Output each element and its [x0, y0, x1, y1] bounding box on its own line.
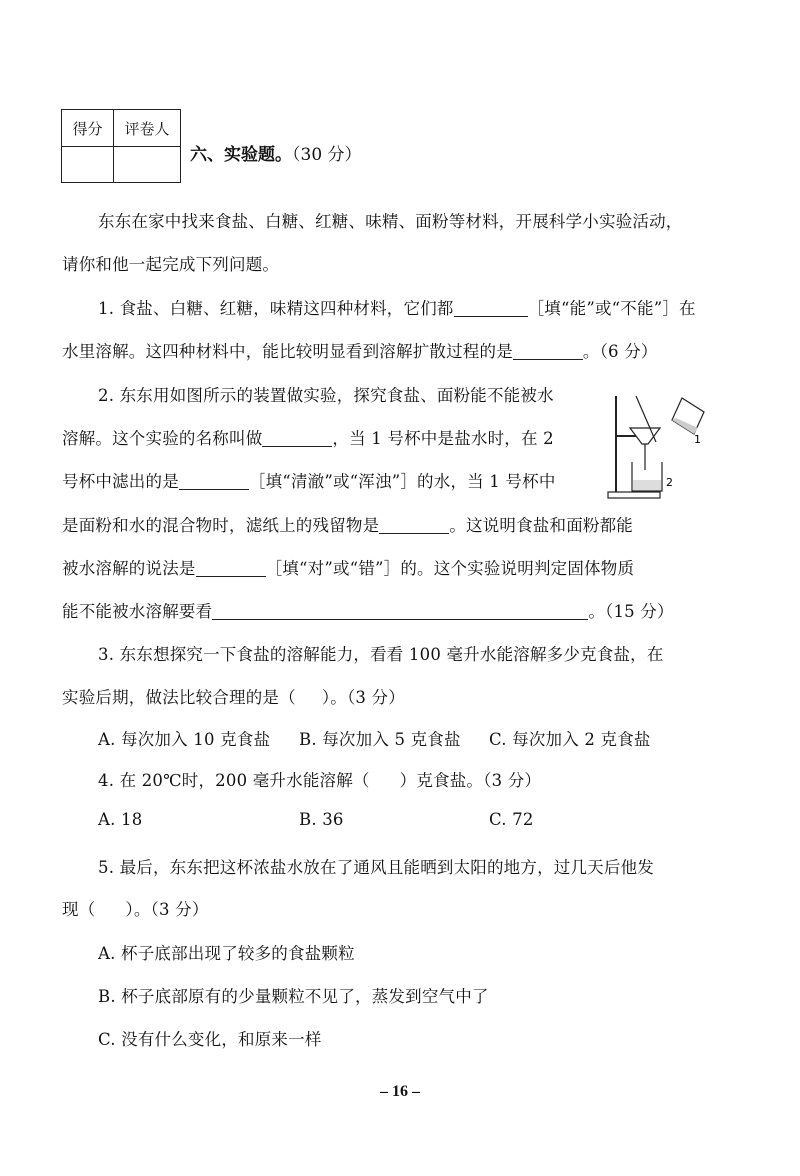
q2-line-1: 2. 东东用如图所示的装置做实验，探究食盐、面粉能不能被水 — [98, 386, 554, 405]
q2-blank-5[interactable] — [212, 603, 588, 621]
q5-option-c: C. 没有什么变化，和原来一样 — [98, 1030, 322, 1049]
q2-line-2: 溶解。这个实验的名称叫做 ，当 1 号杯中是盐水时，在 2 — [62, 429, 554, 448]
score-header: 得分 — [62, 110, 114, 147]
q1-blank-1[interactable] — [454, 300, 528, 318]
q2-line-4: 是面粉和水的混合物时，滤纸上的残留物是 。这说明食盐和面粉都能 — [62, 516, 634, 535]
beaker-2-liquid — [633, 480, 661, 490]
q5-line-1: 5. 最后，东东把这杯浓盐水放在了通风且能晒到太阳的地方，过几天后他发 — [98, 858, 654, 877]
page-number: – 16 – — [380, 1083, 420, 1100]
q4-line-1: 4. 在 20℃时，200 毫升水能溶解（ ）克食盐。（3 分） — [98, 771, 542, 790]
q2-line-5: 被水溶解的说法是 ［填“对”或“错”］的。这个实验说明判定固体物质 — [62, 559, 635, 578]
q1-line-1: 1. 食盐、白糖、红糖，味精这四种材料，它们都 ［填“能”或“不能”］在 — [98, 299, 696, 318]
q2-line-6: 能不能被水溶解要看 。（15 分） — [62, 602, 674, 621]
label-2: 2 — [666, 476, 673, 489]
q5-option-b: B. 杯子底部原有的少量颗粒不见了，蒸发到空气中了 — [98, 987, 489, 1006]
q4-option-c: C. 72 — [489, 810, 534, 829]
q2-blank-1[interactable] — [262, 430, 332, 448]
label-1: 1 — [694, 433, 701, 446]
q1-blank-2[interactable] — [513, 343, 583, 361]
q3-option-b: B. 每次加入 5 克食盐 — [299, 730, 461, 749]
q5-line-2: 现（ ）。（3 分） — [62, 900, 209, 919]
stand-base — [608, 492, 660, 498]
intro-line-2: 请你和他一起完成下列问题。 — [62, 255, 280, 274]
q2-blank-4[interactable] — [196, 560, 266, 578]
grader-cell[interactable] — [114, 147, 180, 182]
grader-header: 评卷人 — [114, 110, 180, 147]
q3-option-a: A. 每次加入 10 克食盐 — [98, 730, 271, 749]
intro-line-1: 东东在家中找来食盐、白糖、红糖、味精、面粉等材料，开展科学小实验活动， — [98, 212, 683, 231]
q2-line-3: 号杯中滤出的是 ［填“清澈”或“浑浊”］的水，当 1 号杯中 — [62, 472, 556, 491]
q4-option-a: A. 18 — [98, 810, 143, 829]
q3-line-1: 3. 东东想探究一下食盐的溶解能力，看看 100 毫升水能溶解多少克食盐，在 — [98, 645, 664, 664]
q2-blank-2[interactable] — [179, 473, 249, 491]
score-cell[interactable] — [62, 147, 114, 182]
q2-blank-3[interactable] — [379, 517, 449, 535]
filtration-apparatus-figure — [606, 388, 710, 500]
q4-option-b: B. 36 — [299, 810, 344, 829]
score-table — [61, 109, 181, 183]
q5-option-a: A. 杯子底部出现了较多的食盐颗粒 — [98, 944, 355, 963]
section-title: 六、实验题。（30 分） — [190, 145, 362, 165]
q3-line-2: 实验后期，做法比较合理的是（ ）。（3 分） — [62, 688, 405, 707]
q1-line-2: 水里溶解。这四种材料中，能比较明显看到溶解扩散过程的是 。（6 分） — [62, 342, 658, 361]
q3-option-c: C. 每次加入 2 克食盐 — [489, 730, 651, 749]
